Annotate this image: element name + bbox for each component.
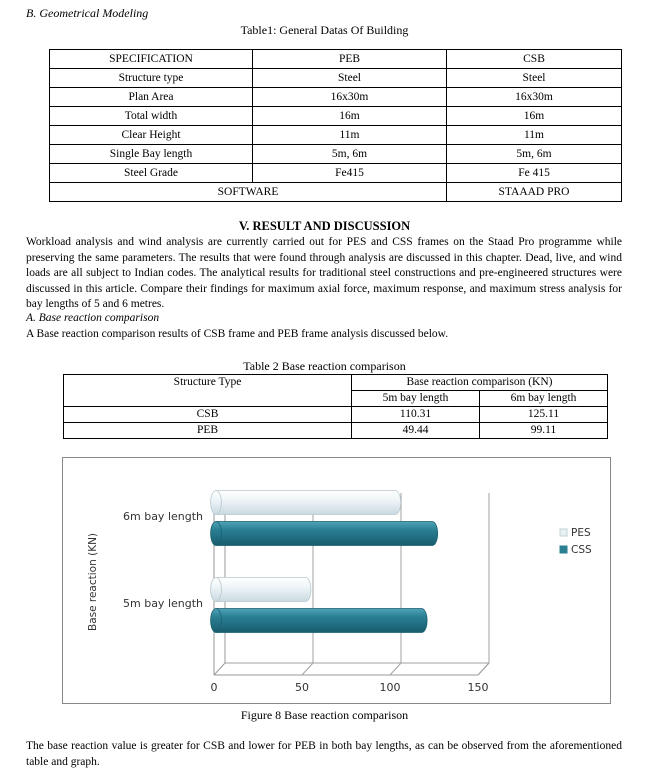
table-row bbox=[50, 126, 622, 145]
table2-caption: Table 2 Base reaction comparison bbox=[243, 359, 406, 373]
table-cell: Fe 415 bbox=[447, 164, 622, 183]
table-cell: 125.11 bbox=[480, 407, 608, 423]
bar-pes-1 bbox=[216, 578, 311, 602]
table-cell: 5m, 6m bbox=[253, 145, 447, 164]
table-cell: Steel bbox=[447, 69, 622, 88]
table-cell: PEB bbox=[64, 423, 352, 439]
x-tick-label: 0 bbox=[210, 681, 218, 694]
x-tick-label: 150 bbox=[467, 681, 489, 694]
gridline-floor bbox=[302, 663, 313, 675]
table-cell: 99.11 bbox=[480, 423, 608, 439]
table-header-row bbox=[64, 375, 608, 391]
table-cell: Plan Area bbox=[50, 88, 253, 107]
conclusion-paragraph: The base reaction value is greater for CSB and lower for PEB in both bay lengths, as can be observed from the aforementioned table and graph. bbox=[26, 740, 622, 768]
table-cell: 11m bbox=[447, 126, 622, 145]
table-header-cell: Base reaction comparison (KN) bbox=[352, 375, 608, 391]
table-cell: Single Bay length bbox=[50, 145, 253, 164]
table-header-cell: 5m bay length bbox=[352, 391, 480, 407]
table-cell: 110.31 bbox=[352, 407, 480, 423]
table-header-cell: SPECIFICATION bbox=[50, 50, 253, 69]
table-header-cell: CSB bbox=[447, 50, 622, 69]
legend-swatch-css bbox=[560, 546, 567, 553]
table-header-cell: Structure Type bbox=[64, 375, 352, 407]
table-cell: Fe415 bbox=[253, 164, 447, 183]
x-tick-label: 50 bbox=[295, 681, 309, 694]
table-row bbox=[50, 107, 622, 126]
table-header-cell: PEB bbox=[253, 50, 447, 69]
table-row bbox=[50, 69, 622, 88]
results-paragraph: Workload analysis and wind analysis are currently carried out for PES and CSS frames on the Staad Pro programme while preserving the same parameters. The results that were found through analysis are discussed in this chapter. Dead, live, and wind loads are all subject to Indian codes. The analytical results for traditional steel constructions and pre-engineered structures were discussed in this article. Compare their findings for maximum axial force, maximum response, and maximum stress analysis for bay lengths of 5 and 6 metres. bbox=[26, 236, 622, 310]
legend-label: CSS bbox=[571, 544, 592, 556]
legend-swatch-pes bbox=[560, 529, 567, 536]
table-cell: SOFTWARE bbox=[50, 183, 447, 202]
chart-canvas bbox=[63, 458, 610, 703]
base-reaction-table bbox=[63, 374, 608, 439]
table-cell: 5m, 6m bbox=[447, 145, 622, 164]
category-label: 6m bay length bbox=[123, 510, 204, 523]
table-cell: Clear Height bbox=[50, 126, 253, 145]
table-cell: CSB bbox=[64, 407, 352, 423]
y-axis-label: Base reaction (KN) bbox=[87, 532, 99, 632]
table-row bbox=[50, 183, 622, 202]
table-header-row bbox=[50, 50, 622, 69]
table-cell: Structure type bbox=[50, 69, 253, 88]
table1-caption: Table1: General Datas Of Building bbox=[240, 23, 409, 37]
table-cell: Steel Grade bbox=[50, 164, 253, 183]
table-row bbox=[64, 407, 608, 423]
table-cell: 16m bbox=[253, 107, 447, 126]
subsection-paragraph: A Base reaction comparison results of CSB frame and PEB frame analysis discussed below. bbox=[26, 328, 449, 340]
bar-css-1 bbox=[216, 609, 427, 633]
bar-cap bbox=[211, 578, 222, 602]
table-row bbox=[50, 88, 622, 107]
table-cell: 16x30m bbox=[253, 88, 447, 107]
table-cell: 16m bbox=[447, 107, 622, 126]
table-cell: STAAAD PRO bbox=[447, 183, 622, 202]
general-data-table bbox=[49, 49, 622, 202]
table-cell: Steel bbox=[253, 69, 447, 88]
figure-caption: Figure 8 Base reaction comparison bbox=[240, 708, 409, 722]
table-row bbox=[50, 145, 622, 164]
table-cell: 11m bbox=[253, 126, 447, 145]
table-cell: 49.44 bbox=[352, 423, 480, 439]
bar-css-0 bbox=[216, 522, 438, 546]
table-row bbox=[50, 164, 622, 183]
category-label: 5m bay length bbox=[123, 597, 204, 610]
bar-cap bbox=[211, 609, 222, 633]
bar-cap bbox=[211, 491, 222, 515]
table-cell: 16x30m bbox=[447, 88, 622, 107]
table-cell: Total width bbox=[50, 107, 253, 126]
floor-edge bbox=[214, 663, 225, 675]
table-header-cell: 6m bay length bbox=[480, 391, 608, 407]
x-tick-label: 100 bbox=[379, 681, 401, 694]
bar-cap bbox=[211, 522, 222, 546]
gridline-floor bbox=[390, 663, 401, 675]
table-row bbox=[64, 423, 608, 439]
section-b-title: B. Geometrical Modeling bbox=[26, 6, 149, 20]
section-v-heading: V. RESULT AND DISCUSSION bbox=[238, 219, 411, 233]
gridline-floor bbox=[478, 663, 489, 675]
chart-bars bbox=[211, 491, 438, 633]
subsection-heading: A. Base reaction comparison bbox=[26, 312, 160, 324]
bar-pes-0 bbox=[216, 491, 401, 515]
base-reaction-chart bbox=[62, 457, 611, 704]
legend-label: PES bbox=[571, 527, 591, 539]
